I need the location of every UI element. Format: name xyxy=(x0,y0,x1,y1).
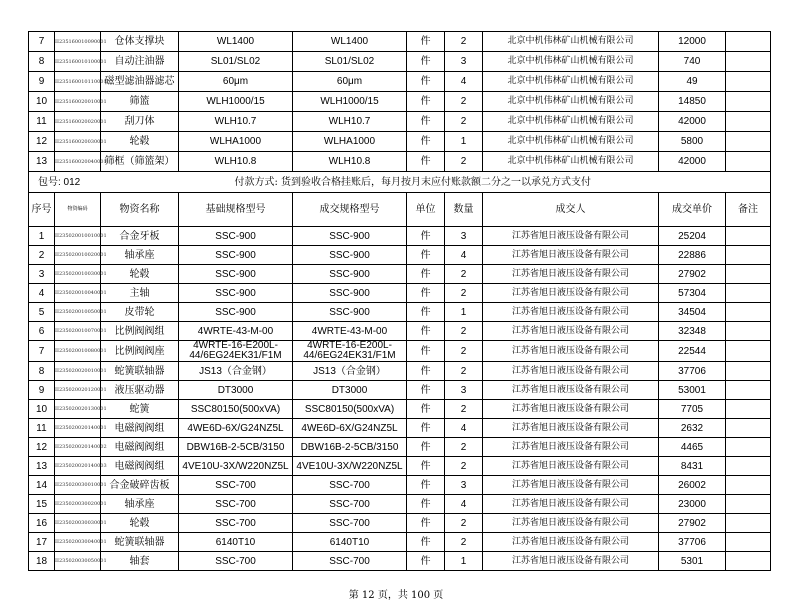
row-code: II235160010090001 xyxy=(55,32,101,52)
row-seq: 6 xyxy=(29,322,55,341)
row-unit: 件 xyxy=(407,381,445,400)
row-qty: 4 xyxy=(445,495,483,514)
row-spec: SL01/SL02 xyxy=(179,52,293,72)
package-label: 包号: 012 xyxy=(29,172,179,193)
row-name: 主轴 xyxy=(101,284,179,303)
row-seq: 13 xyxy=(29,457,55,476)
row-seq: 4 xyxy=(29,284,55,303)
row-note xyxy=(726,265,771,284)
row-note xyxy=(726,92,771,112)
row-note xyxy=(726,152,771,172)
row-deal-spec: 4WE6D-6X/G24NZ5L xyxy=(293,419,407,438)
row-qty: 2 xyxy=(445,457,483,476)
row-seq: 5 xyxy=(29,303,55,322)
row-spec: WLH1000/15 xyxy=(179,92,293,112)
header-deal-spec: 成交规格型号 xyxy=(293,193,407,227)
row-deal-spec: SSC-700 xyxy=(293,495,407,514)
row-name: 轮毂 xyxy=(101,514,179,533)
row-name: 合金破碎齿板 xyxy=(101,476,179,495)
row-code: II235020010010001 xyxy=(55,227,101,246)
row-seq: 8 xyxy=(29,362,55,381)
row-name: 合金牙板 xyxy=(101,227,179,246)
row-name: 比例阀阀座 xyxy=(101,341,179,362)
row-vendor: 北京中机伟林矿山机械有限公司 xyxy=(483,32,659,52)
row-seq: 12 xyxy=(29,438,55,457)
row-note xyxy=(726,112,771,132)
row-price: 7705 xyxy=(659,400,726,419)
payment-terms: 付款方式: 货到验收合格挂账后，每月按月末应付账款额二分之一以承兑方式支付 xyxy=(179,172,771,193)
row-name: 自动注油器 xyxy=(101,52,179,72)
row-spec: 4WRTE-16-E200L-44/6EG24EK31/F1M xyxy=(179,341,293,362)
row-deal-spec: 4VE10U-3X/W220NZ5L xyxy=(293,457,407,476)
row-qty: 2 xyxy=(445,400,483,419)
row-spec: WL1400 xyxy=(179,32,293,52)
row-unit: 件 xyxy=(407,514,445,533)
row-spec: WLH10.8 xyxy=(179,152,293,172)
row-name: 筛篮 xyxy=(101,92,179,112)
row-price: 12000 xyxy=(659,32,726,52)
row-vendor: 北京中机伟林矿山机械有限公司 xyxy=(483,72,659,92)
row-deal-spec: SSC-900 xyxy=(293,246,407,265)
row-vendor: 江苏省旭日液压设备有限公司 xyxy=(483,227,659,246)
row-name: 比例阀阀组 xyxy=(101,322,179,341)
row-spec: SSC-900 xyxy=(179,265,293,284)
row-vendor: 江苏省旭日液压设备有限公司 xyxy=(483,457,659,476)
row-vendor: 江苏省旭日液压设备有限公司 xyxy=(483,533,659,552)
table-row xyxy=(29,227,771,246)
header-name: 物资名称 xyxy=(101,193,179,227)
row-note xyxy=(726,476,771,495)
row-seq: 7 xyxy=(29,32,55,52)
row-unit: 件 xyxy=(407,552,445,571)
row-note xyxy=(726,303,771,322)
row-note xyxy=(726,227,771,246)
table-row xyxy=(29,381,771,400)
header-vendor: 成交人 xyxy=(483,193,659,227)
row-vendor: 北京中机伟林矿山机械有限公司 xyxy=(483,132,659,152)
row-code: II235020010050001 xyxy=(55,303,101,322)
row-seq: 13 xyxy=(29,152,55,172)
row-unit: 件 xyxy=(407,265,445,284)
row-qty: 3 xyxy=(445,227,483,246)
row-deal-spec: WL1400 xyxy=(293,32,407,52)
row-deal-spec: SSC-700 xyxy=(293,552,407,571)
header-code: 物资编码 xyxy=(55,193,101,227)
row-vendor: 江苏省旭日液压设备有限公司 xyxy=(483,284,659,303)
row-spec: JS13（合金钢） xyxy=(179,362,293,381)
row-deal-spec: WLHA1000 xyxy=(293,132,407,152)
row-deal-spec: SL01/SL02 xyxy=(293,52,407,72)
row-spec: WLH10.7 xyxy=(179,112,293,132)
row-price: 740 xyxy=(659,52,726,72)
table-row xyxy=(29,457,771,476)
row-unit: 件 xyxy=(407,303,445,322)
row-vendor: 江苏省旭日液压设备有限公司 xyxy=(483,362,659,381)
row-note xyxy=(726,132,771,152)
row-price: 27902 xyxy=(659,514,726,533)
row-vendor: 江苏省旭日液压设备有限公司 xyxy=(483,514,659,533)
row-deal-spec: SSC-900 xyxy=(293,303,407,322)
row-deal-spec: 6140T10 xyxy=(293,533,407,552)
row-qty: 1 xyxy=(445,132,483,152)
row-price: 49 xyxy=(659,72,726,92)
row-deal-spec: DT3000 xyxy=(293,381,407,400)
row-seq: 10 xyxy=(29,92,55,112)
row-name: 轴套 xyxy=(101,552,179,571)
row-seq: 9 xyxy=(29,72,55,92)
row-price: 53001 xyxy=(659,381,726,400)
row-code: II235020030040001 xyxy=(55,533,101,552)
row-spec: 60μm xyxy=(179,72,293,92)
row-note xyxy=(726,32,771,52)
table-row xyxy=(29,419,771,438)
table-row xyxy=(29,246,771,265)
row-note xyxy=(726,495,771,514)
row-vendor: 江苏省旭日液压设备有限公司 xyxy=(483,303,659,322)
table-row xyxy=(29,132,771,152)
row-code: II235160010100001 xyxy=(55,52,101,72)
row-qty: 2 xyxy=(445,284,483,303)
row-deal-spec: SSC-900 xyxy=(293,284,407,303)
row-name: 蛇簧联轴器 xyxy=(101,533,179,552)
row-price: 37706 xyxy=(659,533,726,552)
row-price: 22544 xyxy=(659,341,726,362)
row-unit: 件 xyxy=(407,32,445,52)
row-vendor: 江苏省旭日液压设备有限公司 xyxy=(483,476,659,495)
header-spec: 基础规格型号 xyxy=(179,193,293,227)
row-qty: 2 xyxy=(445,152,483,172)
row-code: II235160010110001 xyxy=(55,72,101,92)
row-code: II235160020020001 xyxy=(55,112,101,132)
row-qty: 3 xyxy=(445,381,483,400)
header-note: 备注 xyxy=(726,193,771,227)
row-deal-spec: SSC-900 xyxy=(293,227,407,246)
row-vendor: 北京中机伟林矿山机械有限公司 xyxy=(483,152,659,172)
row-deal-spec: 4WRTE-43-M-00 xyxy=(293,322,407,341)
row-spec: SSC-900 xyxy=(179,227,293,246)
row-unit: 件 xyxy=(407,112,445,132)
row-spec: 4VE10U-3X/W220NZ5L xyxy=(179,457,293,476)
row-unit: 件 xyxy=(407,322,445,341)
row-note xyxy=(726,552,771,571)
row-spec: 4WRTE-43-M-00 xyxy=(179,322,293,341)
row-seq: 9 xyxy=(29,381,55,400)
row-name: 电磁阀阀组 xyxy=(101,419,179,438)
row-spec: DT3000 xyxy=(179,381,293,400)
row-deal-spec: DBW16B-2-5CB/3150 xyxy=(293,438,407,457)
row-code: II235160020010001 xyxy=(55,92,101,112)
row-name: 蛇簧联轴器 xyxy=(101,362,179,381)
header-unit: 单位 xyxy=(407,193,445,227)
row-qty: 2 xyxy=(445,32,483,52)
row-deal-spec: WLH10.8 xyxy=(293,152,407,172)
row-unit: 件 xyxy=(407,132,445,152)
row-name: 电磁阀阀组 xyxy=(101,457,179,476)
row-code: II235020020140003 xyxy=(55,457,101,476)
row-code: II235020020120001 xyxy=(55,381,101,400)
row-qty: 2 xyxy=(445,533,483,552)
row-price: 42000 xyxy=(659,152,726,172)
row-spec: 4WE6D-6X/G24NZ5L xyxy=(179,419,293,438)
row-unit: 件 xyxy=(407,284,445,303)
row-qty: 2 xyxy=(445,112,483,132)
row-qty: 2 xyxy=(445,438,483,457)
row-qty: 2 xyxy=(445,322,483,341)
row-qty: 4 xyxy=(445,246,483,265)
table-row xyxy=(29,303,771,322)
row-price: 22886 xyxy=(659,246,726,265)
row-note xyxy=(726,400,771,419)
row-unit: 件 xyxy=(407,152,445,172)
row-price: 37706 xyxy=(659,362,726,381)
row-seq: 1 xyxy=(29,227,55,246)
row-spec: SSC-700 xyxy=(179,514,293,533)
table-row xyxy=(29,552,771,571)
row-price: 32348 xyxy=(659,322,726,341)
row-unit: 件 xyxy=(407,246,445,265)
row-deal-spec: SSC80150(500xVA) xyxy=(293,400,407,419)
row-price: 14850 xyxy=(659,92,726,112)
row-seq: 17 xyxy=(29,533,55,552)
row-seq: 2 xyxy=(29,246,55,265)
row-unit: 件 xyxy=(407,400,445,419)
row-deal-spec: JS13（合金钢） xyxy=(293,362,407,381)
row-vendor: 江苏省旭日液压设备有限公司 xyxy=(483,495,659,514)
row-unit: 件 xyxy=(407,72,445,92)
row-price: 5301 xyxy=(659,552,726,571)
row-unit: 件 xyxy=(407,438,445,457)
row-vendor: 北京中机伟林矿山机械有限公司 xyxy=(483,92,659,112)
row-name: 蛇簧 xyxy=(101,400,179,419)
row-vendor: 北京中机伟林矿山机械有限公司 xyxy=(483,52,659,72)
row-seq: 11 xyxy=(29,112,55,132)
row-name: 轴承座 xyxy=(101,246,179,265)
row-code: II235020020010001 xyxy=(55,362,101,381)
row-vendor: 江苏省旭日液压设备有限公司 xyxy=(483,400,659,419)
table-row xyxy=(29,52,771,72)
row-name: 筛框（筛篮架） xyxy=(101,152,179,172)
row-spec: WLHA1000 xyxy=(179,132,293,152)
row-note xyxy=(726,362,771,381)
table-row xyxy=(29,322,771,341)
table-row xyxy=(29,72,771,92)
row-code: II235160020040001 xyxy=(55,152,101,172)
header-price: 成交单价 xyxy=(659,193,726,227)
row-qty: 2 xyxy=(445,92,483,112)
table-row xyxy=(29,476,771,495)
row-code: II235020020140002 xyxy=(55,438,101,457)
row-unit: 件 xyxy=(407,362,445,381)
top-rows xyxy=(29,32,771,172)
row-seq: 8 xyxy=(29,52,55,72)
row-seq: 10 xyxy=(29,400,55,419)
row-name: 刮刀体 xyxy=(101,112,179,132)
header-qty: 数量 xyxy=(445,193,483,227)
table-row xyxy=(29,362,771,381)
row-unit: 件 xyxy=(407,533,445,552)
table-row xyxy=(29,32,771,52)
row-seq: 18 xyxy=(29,552,55,571)
row-vendor: 江苏省旭日液压设备有限公司 xyxy=(483,419,659,438)
table-row xyxy=(29,284,771,303)
row-qty: 4 xyxy=(445,72,483,92)
row-spec: DBW16B-2-5CB/3150 xyxy=(179,438,293,457)
row-note xyxy=(726,514,771,533)
table-row xyxy=(29,112,771,132)
row-code: II235020010080001 xyxy=(55,341,101,362)
row-note xyxy=(726,246,771,265)
table-row xyxy=(29,514,771,533)
row-deal-spec: SSC-900 xyxy=(293,265,407,284)
row-vendor: 北京中机伟林矿山机械有限公司 xyxy=(483,112,659,132)
row-deal-spec: WLH10.7 xyxy=(293,112,407,132)
page-footer: 第 12 页，共 100 页 xyxy=(348,590,444,601)
row-note xyxy=(726,341,771,362)
row-price: 5800 xyxy=(659,132,726,152)
row-code: II235020030030001 xyxy=(55,514,101,533)
row-price: 26002 xyxy=(659,476,726,495)
row-code: II235160020030001 xyxy=(55,132,101,152)
row-code: II235020020140001 xyxy=(55,419,101,438)
row-vendor: 江苏省旭日液压设备有限公司 xyxy=(483,322,659,341)
row-vendor: 江苏省旭日液压设备有限公司 xyxy=(483,246,659,265)
row-qty: 1 xyxy=(445,552,483,571)
row-spec: SSC80150(500xVA) xyxy=(179,400,293,419)
row-qty: 1 xyxy=(445,303,483,322)
table-row xyxy=(29,152,771,172)
row-note xyxy=(726,72,771,92)
table-row xyxy=(29,438,771,457)
table-row xyxy=(29,400,771,419)
row-unit: 件 xyxy=(407,227,445,246)
row-spec: SSC-700 xyxy=(179,476,293,495)
package-section xyxy=(29,172,771,227)
row-qty: 2 xyxy=(445,341,483,362)
table-row xyxy=(29,92,771,112)
procurement-table xyxy=(28,31,771,571)
row-spec: SSC-900 xyxy=(179,303,293,322)
row-name: 轴承座 xyxy=(101,495,179,514)
row-vendor: 江苏省旭日液压设备有限公司 xyxy=(483,341,659,362)
row-name: 液压驱动器 xyxy=(101,381,179,400)
row-code: II235020030020001 xyxy=(55,495,101,514)
row-note xyxy=(726,284,771,303)
row-spec: SSC-700 xyxy=(179,552,293,571)
row-qty: 3 xyxy=(445,476,483,495)
row-code: II235020020130001 xyxy=(55,400,101,419)
row-unit: 件 xyxy=(407,92,445,112)
row-name: 轮毂 xyxy=(101,265,179,284)
row-spec: 6140T10 xyxy=(179,533,293,552)
row-code: II235020010030001 xyxy=(55,265,101,284)
row-vendor: 江苏省旭日液压设备有限公司 xyxy=(483,438,659,457)
row-deal-spec: 60μm xyxy=(293,72,407,92)
row-deal-spec: WLH1000/15 xyxy=(293,92,407,112)
row-price: 4465 xyxy=(659,438,726,457)
row-spec: SSC-900 xyxy=(179,246,293,265)
row-seq: 11 xyxy=(29,419,55,438)
row-price: 57304 xyxy=(659,284,726,303)
row-note xyxy=(726,533,771,552)
row-name: 轮毂 xyxy=(101,132,179,152)
row-qty: 2 xyxy=(445,265,483,284)
row-unit: 件 xyxy=(407,419,445,438)
row-deal-spec: SSC-700 xyxy=(293,476,407,495)
row-note xyxy=(726,381,771,400)
row-price: 25204 xyxy=(659,227,726,246)
row-qty: 2 xyxy=(445,362,483,381)
package-row xyxy=(29,172,771,193)
bottom-rows xyxy=(29,227,771,571)
row-price: 2632 xyxy=(659,419,726,438)
table-row xyxy=(29,495,771,514)
row-note xyxy=(726,419,771,438)
row-note xyxy=(726,52,771,72)
row-seq: 14 xyxy=(29,476,55,495)
row-code: II235020030050001 xyxy=(55,552,101,571)
row-vendor: 江苏省旭日液压设备有限公司 xyxy=(483,381,659,400)
row-spec: SSC-700 xyxy=(179,495,293,514)
row-note xyxy=(726,457,771,476)
row-name: 仓体支撑块 xyxy=(101,32,179,52)
row-unit: 件 xyxy=(407,495,445,514)
row-price: 42000 xyxy=(659,112,726,132)
row-vendor: 江苏省旭日液压设备有限公司 xyxy=(483,265,659,284)
header-row xyxy=(29,193,771,227)
row-code: II235020010070001 xyxy=(55,322,101,341)
row-seq: 16 xyxy=(29,514,55,533)
row-price: 8431 xyxy=(659,457,726,476)
row-unit: 件 xyxy=(407,476,445,495)
row-code: II235020030010001 xyxy=(55,476,101,495)
row-price: 27902 xyxy=(659,265,726,284)
row-qty: 2 xyxy=(445,514,483,533)
row-name: 电磁阀阀组 xyxy=(101,438,179,457)
row-qty: 4 xyxy=(445,419,483,438)
row-name: 磁型滤油器滤芯 xyxy=(101,72,179,92)
row-code: II235020010040001 xyxy=(55,284,101,303)
row-seq: 15 xyxy=(29,495,55,514)
row-seq: 7 xyxy=(29,341,55,362)
table-row xyxy=(29,341,771,362)
row-seq: 3 xyxy=(29,265,55,284)
row-code: II235020010020001 xyxy=(55,246,101,265)
row-name: 皮带轮 xyxy=(101,303,179,322)
row-unit: 件 xyxy=(407,341,445,362)
row-qty: 3 xyxy=(445,52,483,72)
row-deal-spec: SSC-700 xyxy=(293,514,407,533)
row-unit: 件 xyxy=(407,52,445,72)
table-row xyxy=(29,265,771,284)
row-unit: 件 xyxy=(407,457,445,476)
row-deal-spec: 4WRTE-16-E200L-44/6EG24EK31/F1M xyxy=(293,341,407,362)
row-note xyxy=(726,438,771,457)
row-seq: 12 xyxy=(29,132,55,152)
row-vendor: 江苏省旭日液压设备有限公司 xyxy=(483,552,659,571)
table-row xyxy=(29,533,771,552)
row-price: 23000 xyxy=(659,495,726,514)
row-price: 34504 xyxy=(659,303,726,322)
row-note xyxy=(726,322,771,341)
header-seq: 序号 xyxy=(29,193,55,227)
row-spec: SSC-900 xyxy=(179,284,293,303)
